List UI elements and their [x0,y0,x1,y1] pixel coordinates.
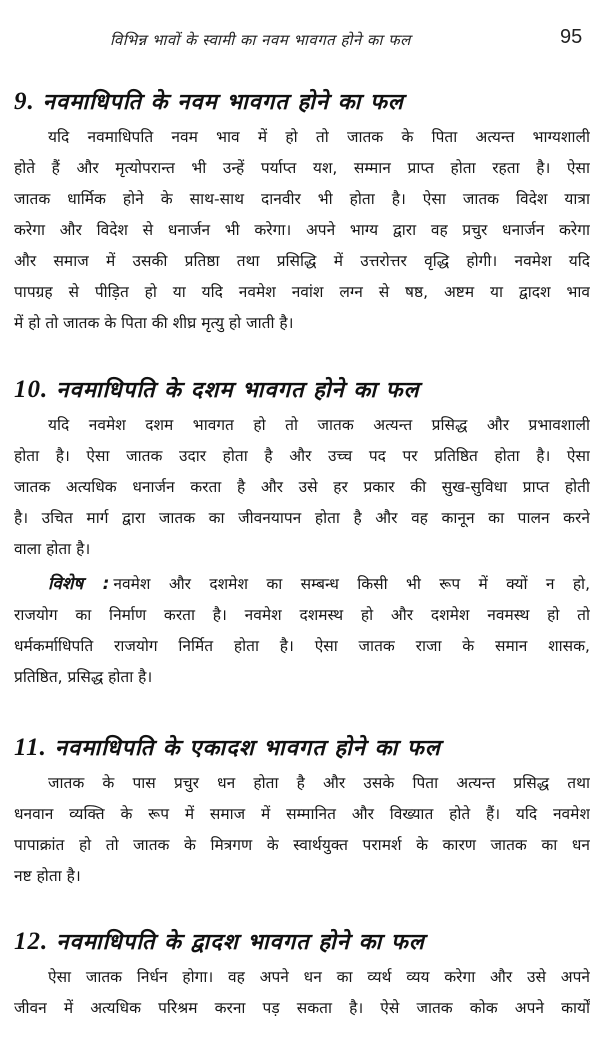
text-line: राजयोग का निर्माण करता है। नवमेश दशमस्थ हो और दशमेश नवमस्थ हो तो [14,606,590,624]
text-line: जातक के पास प्रचुर धन होता है और उसके पिता अत्यन्त प्रसिद्ध तथा [48,774,590,792]
text-line: धर्मकर्माधिपति राजयोग निर्मित होता है। ऐसा जातक राजा के समान शासक, [14,637,590,655]
special-first-line [14,569,590,600]
paragraph [14,962,590,1024]
section-title: नवमाधिपति के एकादश भावगत होने का फल [54,736,441,761]
paragraph [14,768,590,892]
text-line: नष्ट होता है। [14,867,81,885]
section-heading [14,82,590,122]
section-10 [14,370,590,693]
section-heading [14,370,590,410]
text-line: करेगा और विदेश से धनार्जन भी करेगा। अपने भाग्य द्वारा वह प्रचुर धनार्जन करेगा [14,221,590,239]
section-number: 10. [14,376,49,403]
special-note [14,569,590,693]
section-11 [14,728,590,892]
text-line: पापग्रह से पीड़ित हो या यदि नवमेश नवांश लग्न से षष्ठ, अष्टम या द्वादश भाव [14,283,590,301]
page-number: 95 [560,26,583,48]
section-title: नवमाधिपति के द्वादश भावगत होने का फल [56,930,425,955]
text-line: यदि नवमेश दशम भावगत हो तो जातक अत्यन्त प्रसिद्ध और प्रभावशाली [48,416,590,434]
section-title: नवमाधिपति के दशम भावगत होने का फल [56,378,420,403]
section-9 [14,82,590,339]
special-text: नवमेश और दशमेश का सम्बन्ध किसी भी रूप में क्यों न हो, [113,575,590,593]
section-number: 9. [14,88,35,115]
text-line: होते हैं और मृत्योपरान्त भी उन्हें पर्याप्त यश, सम्मान प्राप्त होता रहता है। ऐसा [14,159,590,177]
paragraph [14,410,590,565]
text-line: यदि नवमाधिपति नवम भाव में हो तो जातक के पिता अत्यन्त भाग्यशाली [48,128,590,146]
text-line: जातक धार्मिक होने के साथ-साथ दानवीर भी होता है। ऐसा जातक विदेश यात्रा [14,190,590,208]
section-number: 11. [14,734,47,761]
text-line: होता है। ऐसा जातक उदार होता है और उच्च पद पर प्रतिष्ठित होता है। ऐसा [14,447,590,465]
text-line: ऐसा जातक निर्धन होगा। वह अपने धन का व्यर्थ व्यय करेगा और उसे अपने [48,968,590,986]
section-12 [14,922,590,1024]
text-line: जातक अत्यधिक धनार्जन करता है और उसे हर प्रकार की सुख-सुविधा प्राप्त होती [14,478,590,496]
text-line: में हो तो जातक के पिता की शीघ्र मृत्यु हो जाती है। [14,314,294,332]
special-label: विशेष : [48,574,110,594]
text-line: वाला होता है। [14,540,91,558]
text-line: है। उचित मार्ग द्वारा जातक का जीवनयापन होता है और वह कानून का पालन करने [14,509,590,527]
text-line: प्रतिष्ठित, प्रसिद्ध होता है। [14,668,153,686]
text-line: जीवन में अत्यधिक परिश्रम करना पड़ सकता है। ऐसे जातक कोक अपने कार्यों [14,999,590,1017]
section-heading [14,728,590,768]
paragraph [14,122,590,339]
section-number: 12. [14,928,49,955]
section-heading [14,922,590,962]
text-line: पापाक्रांत हो तो जातक के मित्रगण के स्वार्थयुक्त परामर्श के कारण जातक का धन [14,836,590,854]
running-header: विभिन्न भावों के स्वामी का नवम भावगत होने का फल [110,31,411,49]
section-title: नवमाधिपति के नवम भावगत होने का फल [42,90,404,115]
text-line: धनवान व्यक्ति के रूप में समाज में सम्मानित और विख्यात होते हैं। यदि नवमेश [14,805,590,823]
text-line: और समाज में उसकी प्रतिष्ठा तथा प्रसिद्धि में उत्तरोत्तर वृद्धि होगी। नवमेश यदि [14,252,590,270]
